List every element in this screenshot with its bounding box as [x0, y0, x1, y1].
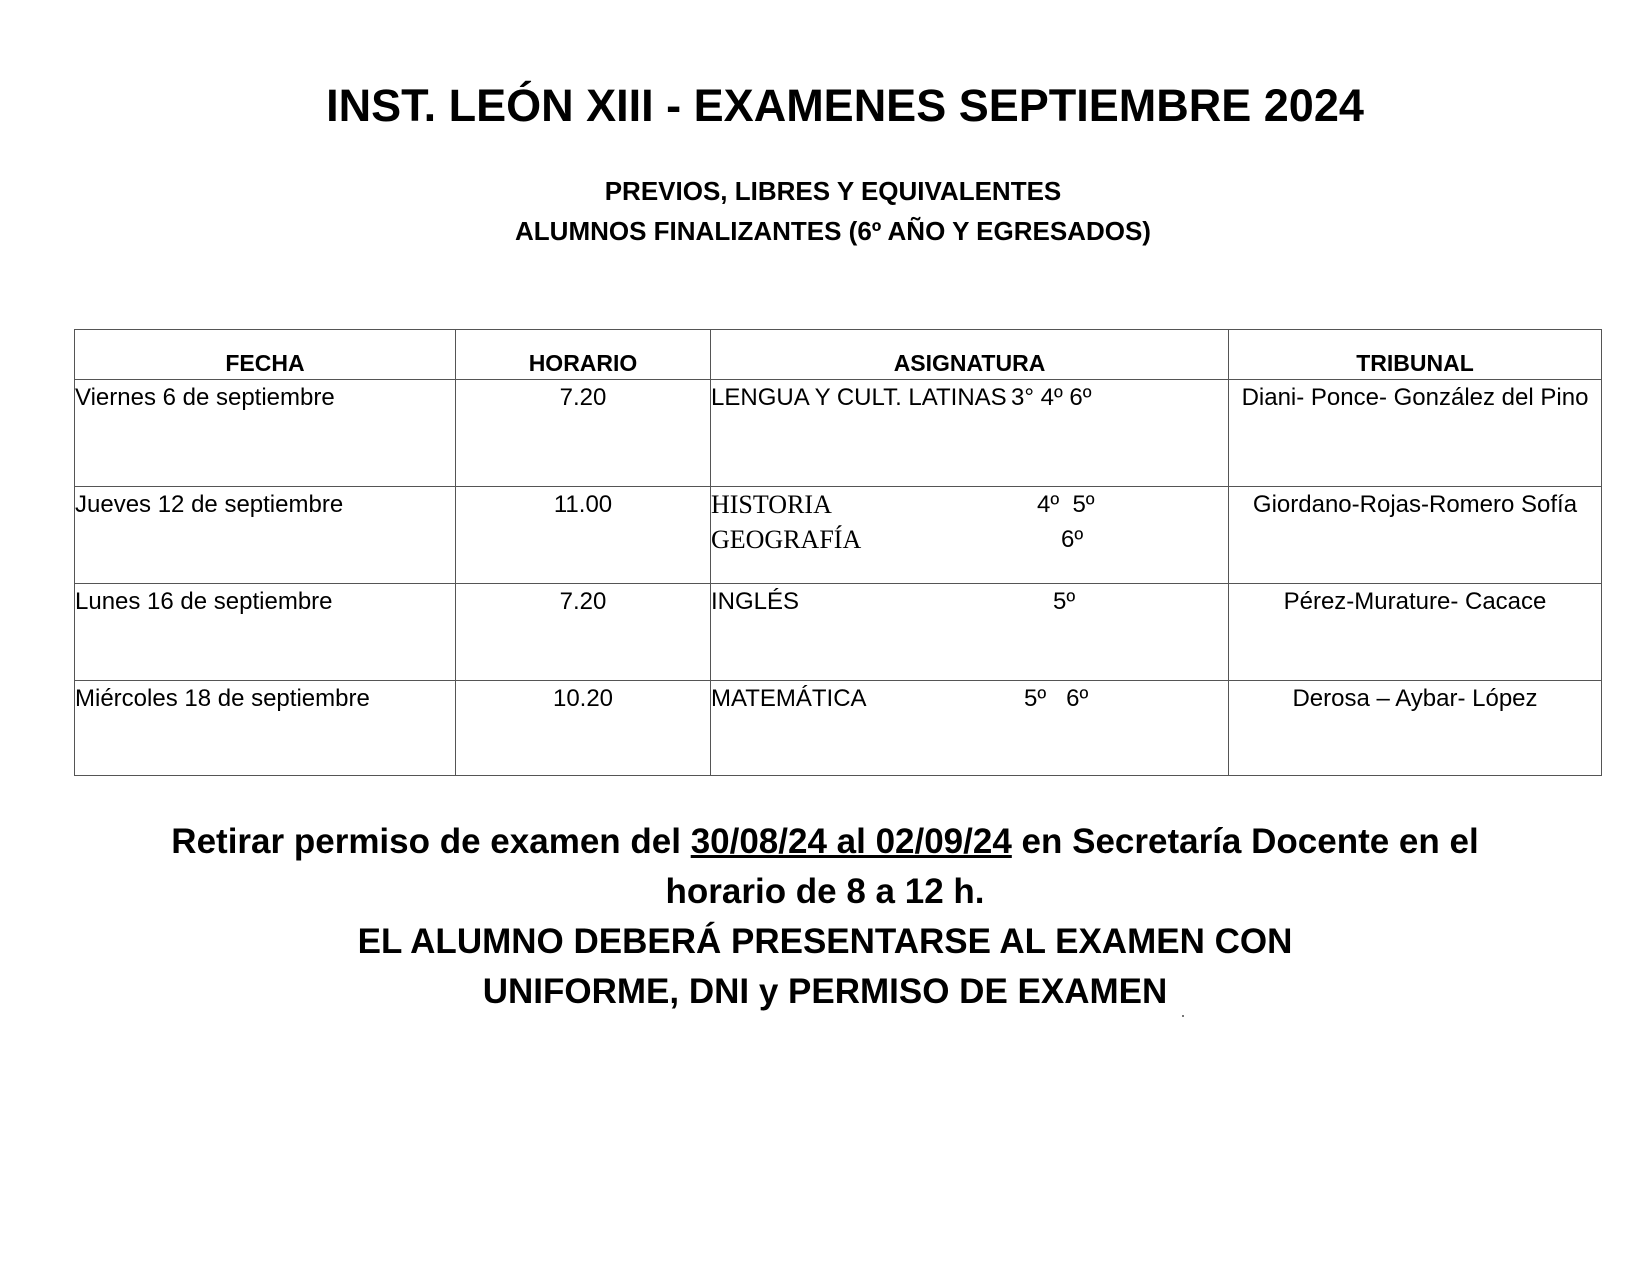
cell-asignatura [711, 681, 1229, 776]
notice-dates: 30/08/24 al 02/09/24 [690, 822, 1012, 861]
subject-line [711, 522, 1228, 557]
table-row [75, 584, 1602, 681]
subject-line [711, 487, 1228, 522]
cell-horario: 7.20 [456, 584, 711, 681]
subject-years: 5º [1053, 588, 1076, 615]
subject-name: HISTORIA [711, 490, 832, 519]
subject-line [711, 681, 1228, 716]
subject-name: LENGUA Y CULT. LATINAS [711, 384, 1007, 411]
stray-dot [1182, 1015, 1184, 1017]
subject-line [711, 584, 1228, 619]
cell-asignatura [711, 584, 1229, 681]
header-fecha: FECHA [75, 330, 456, 380]
cell-asignatura [711, 380, 1229, 487]
notice-text: Retirar permiso de examen del [171, 822, 691, 861]
table-row [75, 681, 1602, 776]
cell-asignatura [711, 487, 1229, 584]
notice-text: en Secretaría Docente en el [1011, 822, 1479, 861]
notice-line-1 [0, 817, 1650, 867]
notice-line-4: UNIFORME, DNI y PERMISO DE EXAMEN [482, 972, 1168, 1011]
table-row [75, 487, 1602, 584]
notice-line-3: EL ALUMNO DEBERÁ PRESENTARSE AL EXAMEN CON [357, 922, 1293, 961]
cell-fecha: Jueves 12 de septiembre [75, 487, 456, 584]
subject-line [711, 380, 1228, 415]
exam-schedule-table [74, 329, 1602, 776]
subject-name: INGLÉS [711, 588, 800, 615]
subtitle-line-1: PREVIOS, LIBRES Y EQUIVALENTES [604, 176, 1062, 206]
header-asignatura: ASIGNATURA [711, 330, 1229, 380]
cell-fecha: Lunes 16 de septiembre [75, 584, 456, 681]
subject-years: 6º [1061, 526, 1084, 553]
cell-fecha: Miércoles 18 de septiembre [75, 681, 456, 776]
cell-tribunal: Pérez-Murature- Cacace [1229, 584, 1602, 681]
subject-name: MATEMÁTICA [711, 685, 867, 712]
cell-horario: 7.20 [456, 380, 711, 487]
subject-years: 5º 6º [1024, 685, 1089, 712]
cell-horario: 10.20 [456, 681, 711, 776]
header-horario: HORARIO [456, 330, 711, 380]
subject-years: 4º 5º [1037, 491, 1095, 518]
table-row [75, 380, 1602, 487]
cell-fecha: Viernes 6 de septiembre [75, 380, 456, 487]
cell-horario: 11.00 [456, 487, 711, 584]
subject-years: 3° 4º 6º [1011, 384, 1092, 411]
cell-tribunal: Giordano-Rojas-Romero Sofía [1229, 487, 1602, 584]
subtitle-line-2: ALUMNOS FINALIZANTES (6º AÑO Y EGRESADOS) [515, 216, 1151, 246]
subject-name: GEOGRAFÍA [711, 525, 862, 554]
cell-tribunal: Diani- Ponce- González del Pino [1229, 380, 1602, 487]
cell-tribunal: Derosa – Aybar- López [1229, 681, 1602, 776]
header-tribunal: TRIBUNAL [1229, 330, 1602, 380]
notice-line-2: horario de 8 a 12 h. [665, 872, 985, 911]
page-title: INST. LEÓN XIII - EXAMENES SEPTIEMBRE 2024 [326, 80, 1364, 131]
table-header-row [75, 330, 1602, 380]
